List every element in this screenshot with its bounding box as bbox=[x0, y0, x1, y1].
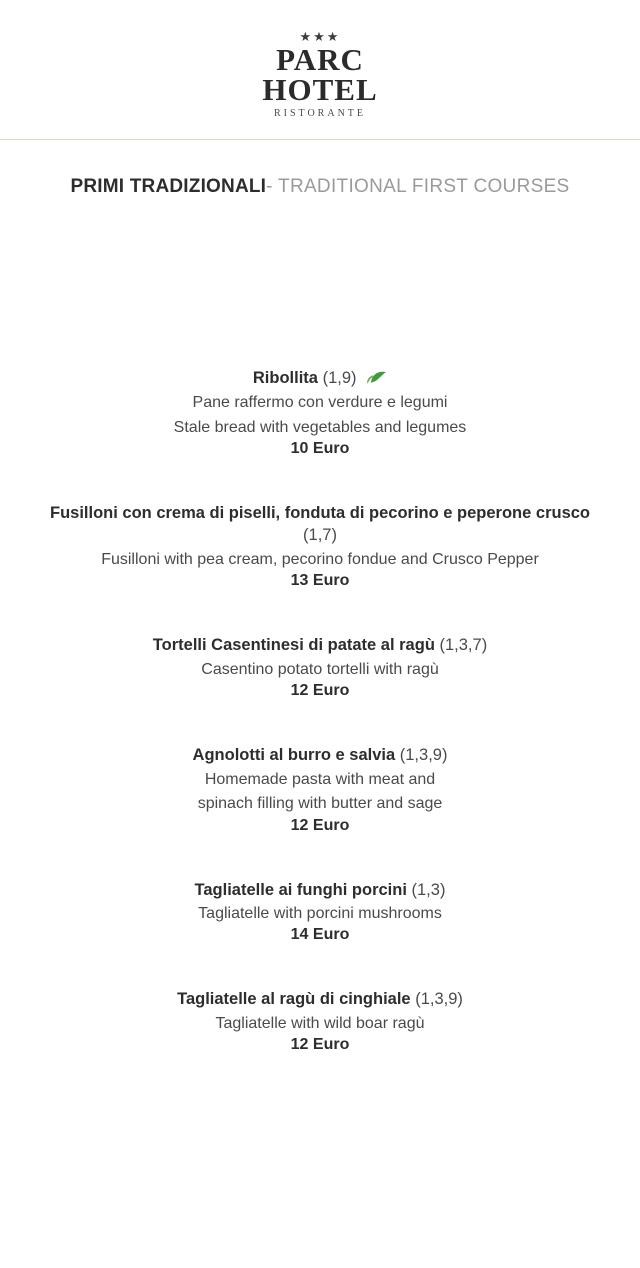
menu-item bbox=[20, 502, 620, 591]
dish-allergens: (1,7) bbox=[303, 526, 337, 545]
section-title-english: - TRADITIONAL FIRST COURSES bbox=[266, 175, 570, 197]
dish-allergens: (1,9) bbox=[322, 368, 357, 387]
dish-price: 10 Euro bbox=[290, 439, 350, 457]
dish-description-italian: Fusilloni with pea cream, pecorino fondue and Crusco Pepper bbox=[101, 551, 539, 569]
dish-name-text: Agnolotti al burro e salvia bbox=[192, 746, 396, 765]
menu-item bbox=[20, 367, 620, 458]
logo-subtitle: RISTORANTE bbox=[273, 107, 367, 119]
dish-description-italian: Homemade pasta with meat and bbox=[204, 771, 436, 789]
dish-description-italian: Tagliatelle with porcini mushrooms bbox=[198, 905, 442, 923]
dish-name bbox=[20, 988, 620, 1011]
logo-line-hotel: HOTEL bbox=[262, 72, 378, 108]
dish-description-italian: Tagliatelle with wild boar ragù bbox=[215, 1015, 425, 1033]
dish-name bbox=[20, 634, 620, 657]
menu-item bbox=[20, 988, 620, 1054]
dish-name bbox=[20, 502, 620, 548]
dish-price: 12 Euro bbox=[290, 816, 350, 834]
menu-item bbox=[20, 879, 620, 945]
dish-name bbox=[20, 744, 620, 767]
menu-item bbox=[20, 634, 620, 700]
dish-allergens: (1,3,9) bbox=[399, 746, 448, 765]
dish-name-text: Tagliatelle al ragù di cinghiale bbox=[177, 990, 411, 1009]
stars-icon: ★★★ bbox=[299, 29, 341, 44]
dish-allergens: (1,3) bbox=[411, 880, 446, 899]
dish-price: 14 Euro bbox=[290, 926, 350, 944]
vegetarian-leaf-icon bbox=[367, 368, 387, 391]
dish-name-text: Fusilloni con crema di piselli, fonduta di pecorino e peperone crusco bbox=[49, 503, 590, 522]
logo-line-parc: PARC bbox=[276, 42, 364, 77]
dish-allergens: (1,3,7) bbox=[439, 636, 488, 655]
dish-description-italian: Pane raffermo con verdure e legumi bbox=[192, 394, 448, 412]
dish-price: 12 Euro bbox=[290, 682, 350, 700]
dish-name bbox=[20, 879, 620, 902]
dish-name-text: Tagliatelle ai funghi porcini bbox=[194, 880, 407, 899]
dish-name-text: Tortelli Casentinesi di patate al ragù bbox=[152, 636, 435, 655]
dish-description-italian: Casentino potato tortelli with ragù bbox=[201, 661, 439, 679]
dish-name-text: Ribollita bbox=[252, 368, 318, 387]
parc-hotel-logo bbox=[262, 30, 377, 119]
section-title-italian: PRIMI TRADIZIONALI bbox=[70, 175, 267, 197]
dish-price: 12 Euro bbox=[290, 1036, 350, 1054]
page-header bbox=[0, 0, 640, 139]
dish-description-english: spinach filling with butter and sage bbox=[197, 795, 443, 813]
dish-description-english: Stale bread with vegetables and legumes bbox=[173, 418, 467, 436]
menu-item bbox=[20, 744, 620, 834]
dish-list bbox=[0, 199, 640, 1085]
dish-name bbox=[20, 367, 620, 391]
dish-allergens: (1,3,9) bbox=[415, 990, 463, 1009]
dish-price: 13 Euro bbox=[290, 572, 350, 590]
section-title bbox=[0, 140, 640, 199]
